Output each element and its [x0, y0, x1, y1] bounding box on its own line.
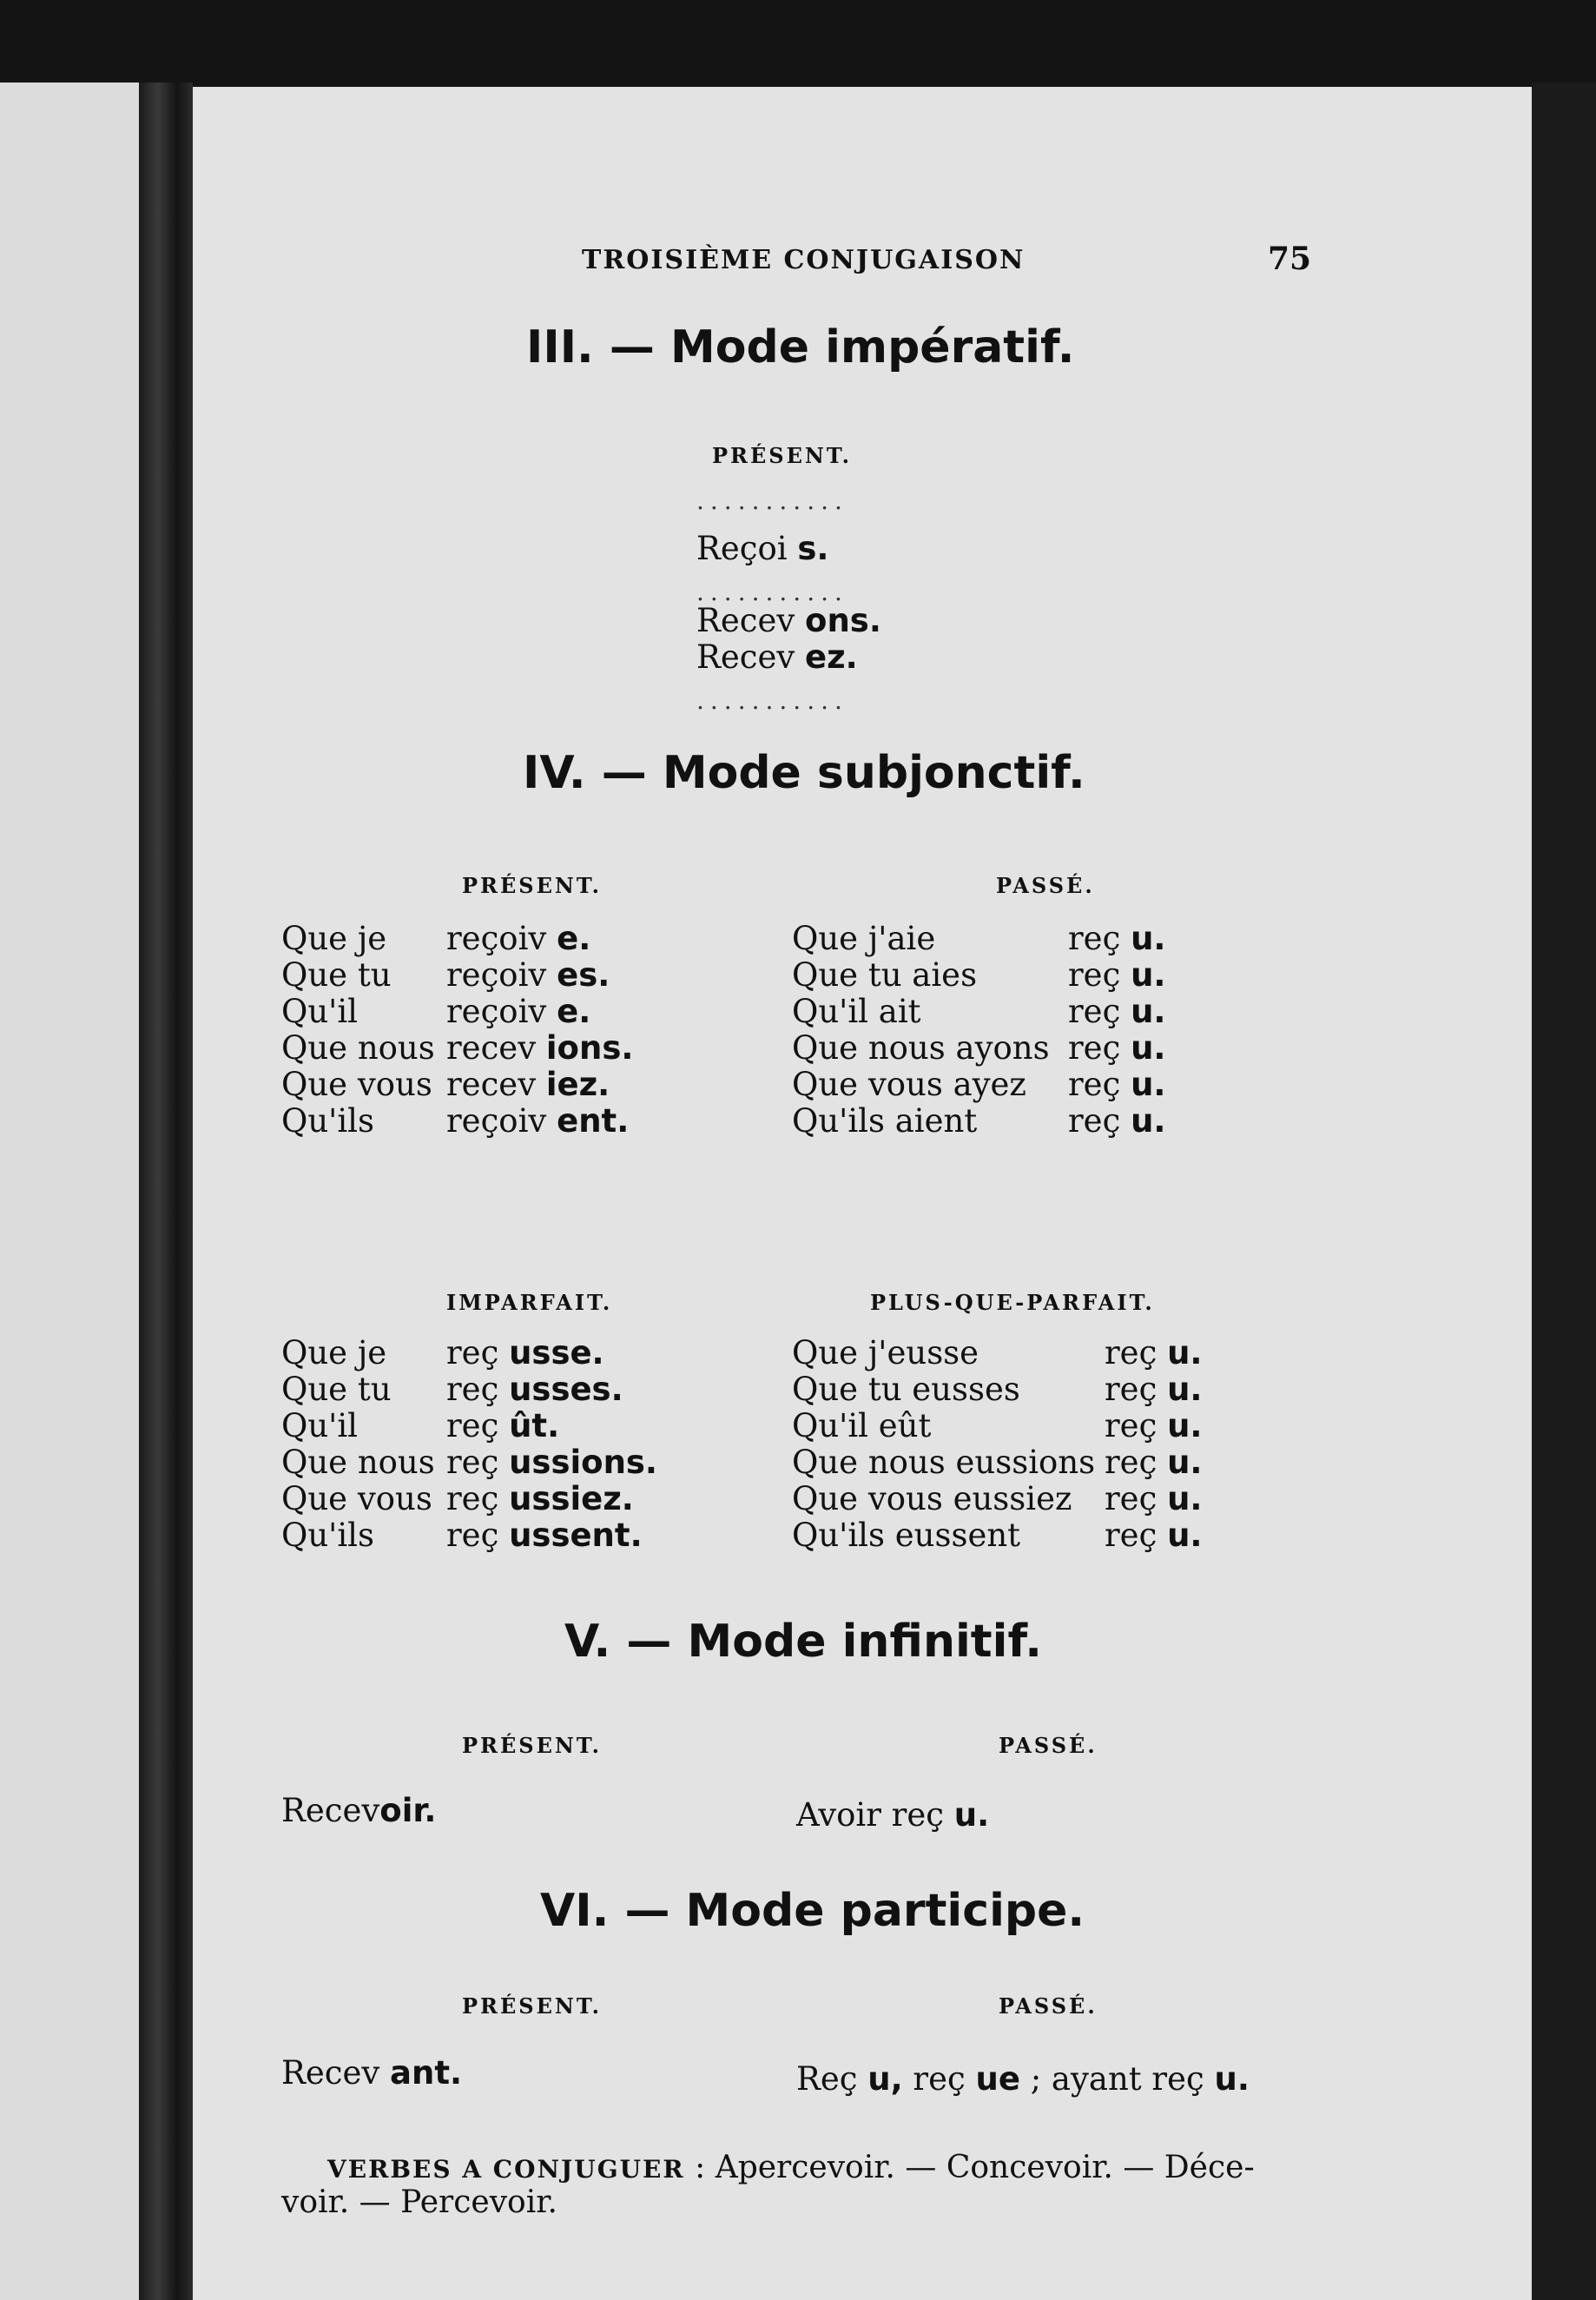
subjonctif-imparfait-pronouns: Que je Que tu Qu'il Que nous Que vous Qu'ils: [281, 1334, 435, 1554]
infinitif-present-label: PRÉSENT.: [462, 1733, 602, 1758]
participe-passe-form: Reç u, reç ue ; ayant reç u.: [796, 2060, 1250, 2098]
imperatif-row: Recev ons.: [696, 602, 881, 639]
book-binding: [139, 83, 193, 2300]
book-page: [193, 87, 1532, 2300]
scan-border: [1532, 83, 1596, 2300]
subjonctif-present-label: PRÉSENT.: [462, 873, 602, 898]
infinitif-passe-form: Avoir reç u.: [796, 1796, 990, 1834]
participe-passe-label: PASSÉ.: [999, 1993, 1098, 2019]
participe-present-form: Recev ant.: [281, 2054, 463, 2092]
section-participe-title: VI. — Mode participe.: [540, 1885, 1085, 1937]
page-number: 75: [1268, 241, 1312, 277]
subjonctif-plusqueparfait-forms: reç u. reç u. reç u. reç u. reç u. reç u.: [1105, 1334, 1203, 1554]
participe-present-label: PRÉSENT.: [462, 1993, 602, 2019]
exercise-verbs-line2: voir. — Percevoir.: [281, 2184, 557, 2220]
infinitif-passe-label: PASSÉ.: [999, 1733, 1098, 1758]
ellipsis-row: ...........: [696, 578, 848, 606]
running-head: TROISIÈME CONJUGAISON: [582, 245, 1026, 275]
subjonctif-imparfait-forms: reç usse. reç usses. reç ût. reç ussions. reç ussiez. reç ussent.: [446, 1334, 657, 1554]
section-imperatif-title: III. — Mode impératif.: [526, 321, 1075, 373]
subjonctif-plusqueparfait-label: PLUS-QUE-PARFAIT.: [870, 1290, 1155, 1315]
section-infinitif-title: V. — Mode infinitif.: [564, 1616, 1043, 1668]
subjonctif-passe-forms: reç u. reç u. reç u. reç u. reç u. reç u.: [1068, 920, 1166, 1140]
subjonctif-present-forms: reçoiv e. reçoiv es. reçoiv e. recev ions. recev iez. reçoiv ent.: [446, 920, 634, 1140]
imperatif-present-label: PRÉSENT.: [712, 443, 852, 468]
subjonctif-plusqueparfait-pronouns: Que j'eusse Que tu eusses Qu'il eût Que nous eussions Que vous eussiez Qu'ils eussent: [792, 1334, 1096, 1554]
imperatif-row: Reçoi s.: [696, 530, 829, 567]
ellipsis-row: ...........: [696, 686, 848, 715]
facing-page-edge: [0, 83, 146, 2300]
imperatif-row: Recev ez.: [696, 638, 858, 676]
subjonctif-present-pronouns: Que je Que tu Qu'il Que nous Que vous Qu'ils: [281, 920, 435, 1140]
section-subjonctif-title: IV. — Mode subjonctif.: [523, 747, 1085, 799]
ellipsis-row: ...........: [696, 486, 848, 515]
exercise-verbs-line1: VERBES A CONJUGUER : Apercevoir. — Concevoir. — Déce-: [327, 2150, 1255, 2185]
infinitif-present-form: Recevoir.: [281, 1792, 437, 1829]
subjonctif-imparfait-label: IMPARFAIT.: [446, 1290, 613, 1315]
subjonctif-passe-label: PASSÉ.: [996, 873, 1095, 898]
subjonctif-passe-pronouns: Que j'aie Que tu aies Qu'il ait Que nous ayons Que vous ayez Qu'ils aient: [792, 920, 1050, 1140]
